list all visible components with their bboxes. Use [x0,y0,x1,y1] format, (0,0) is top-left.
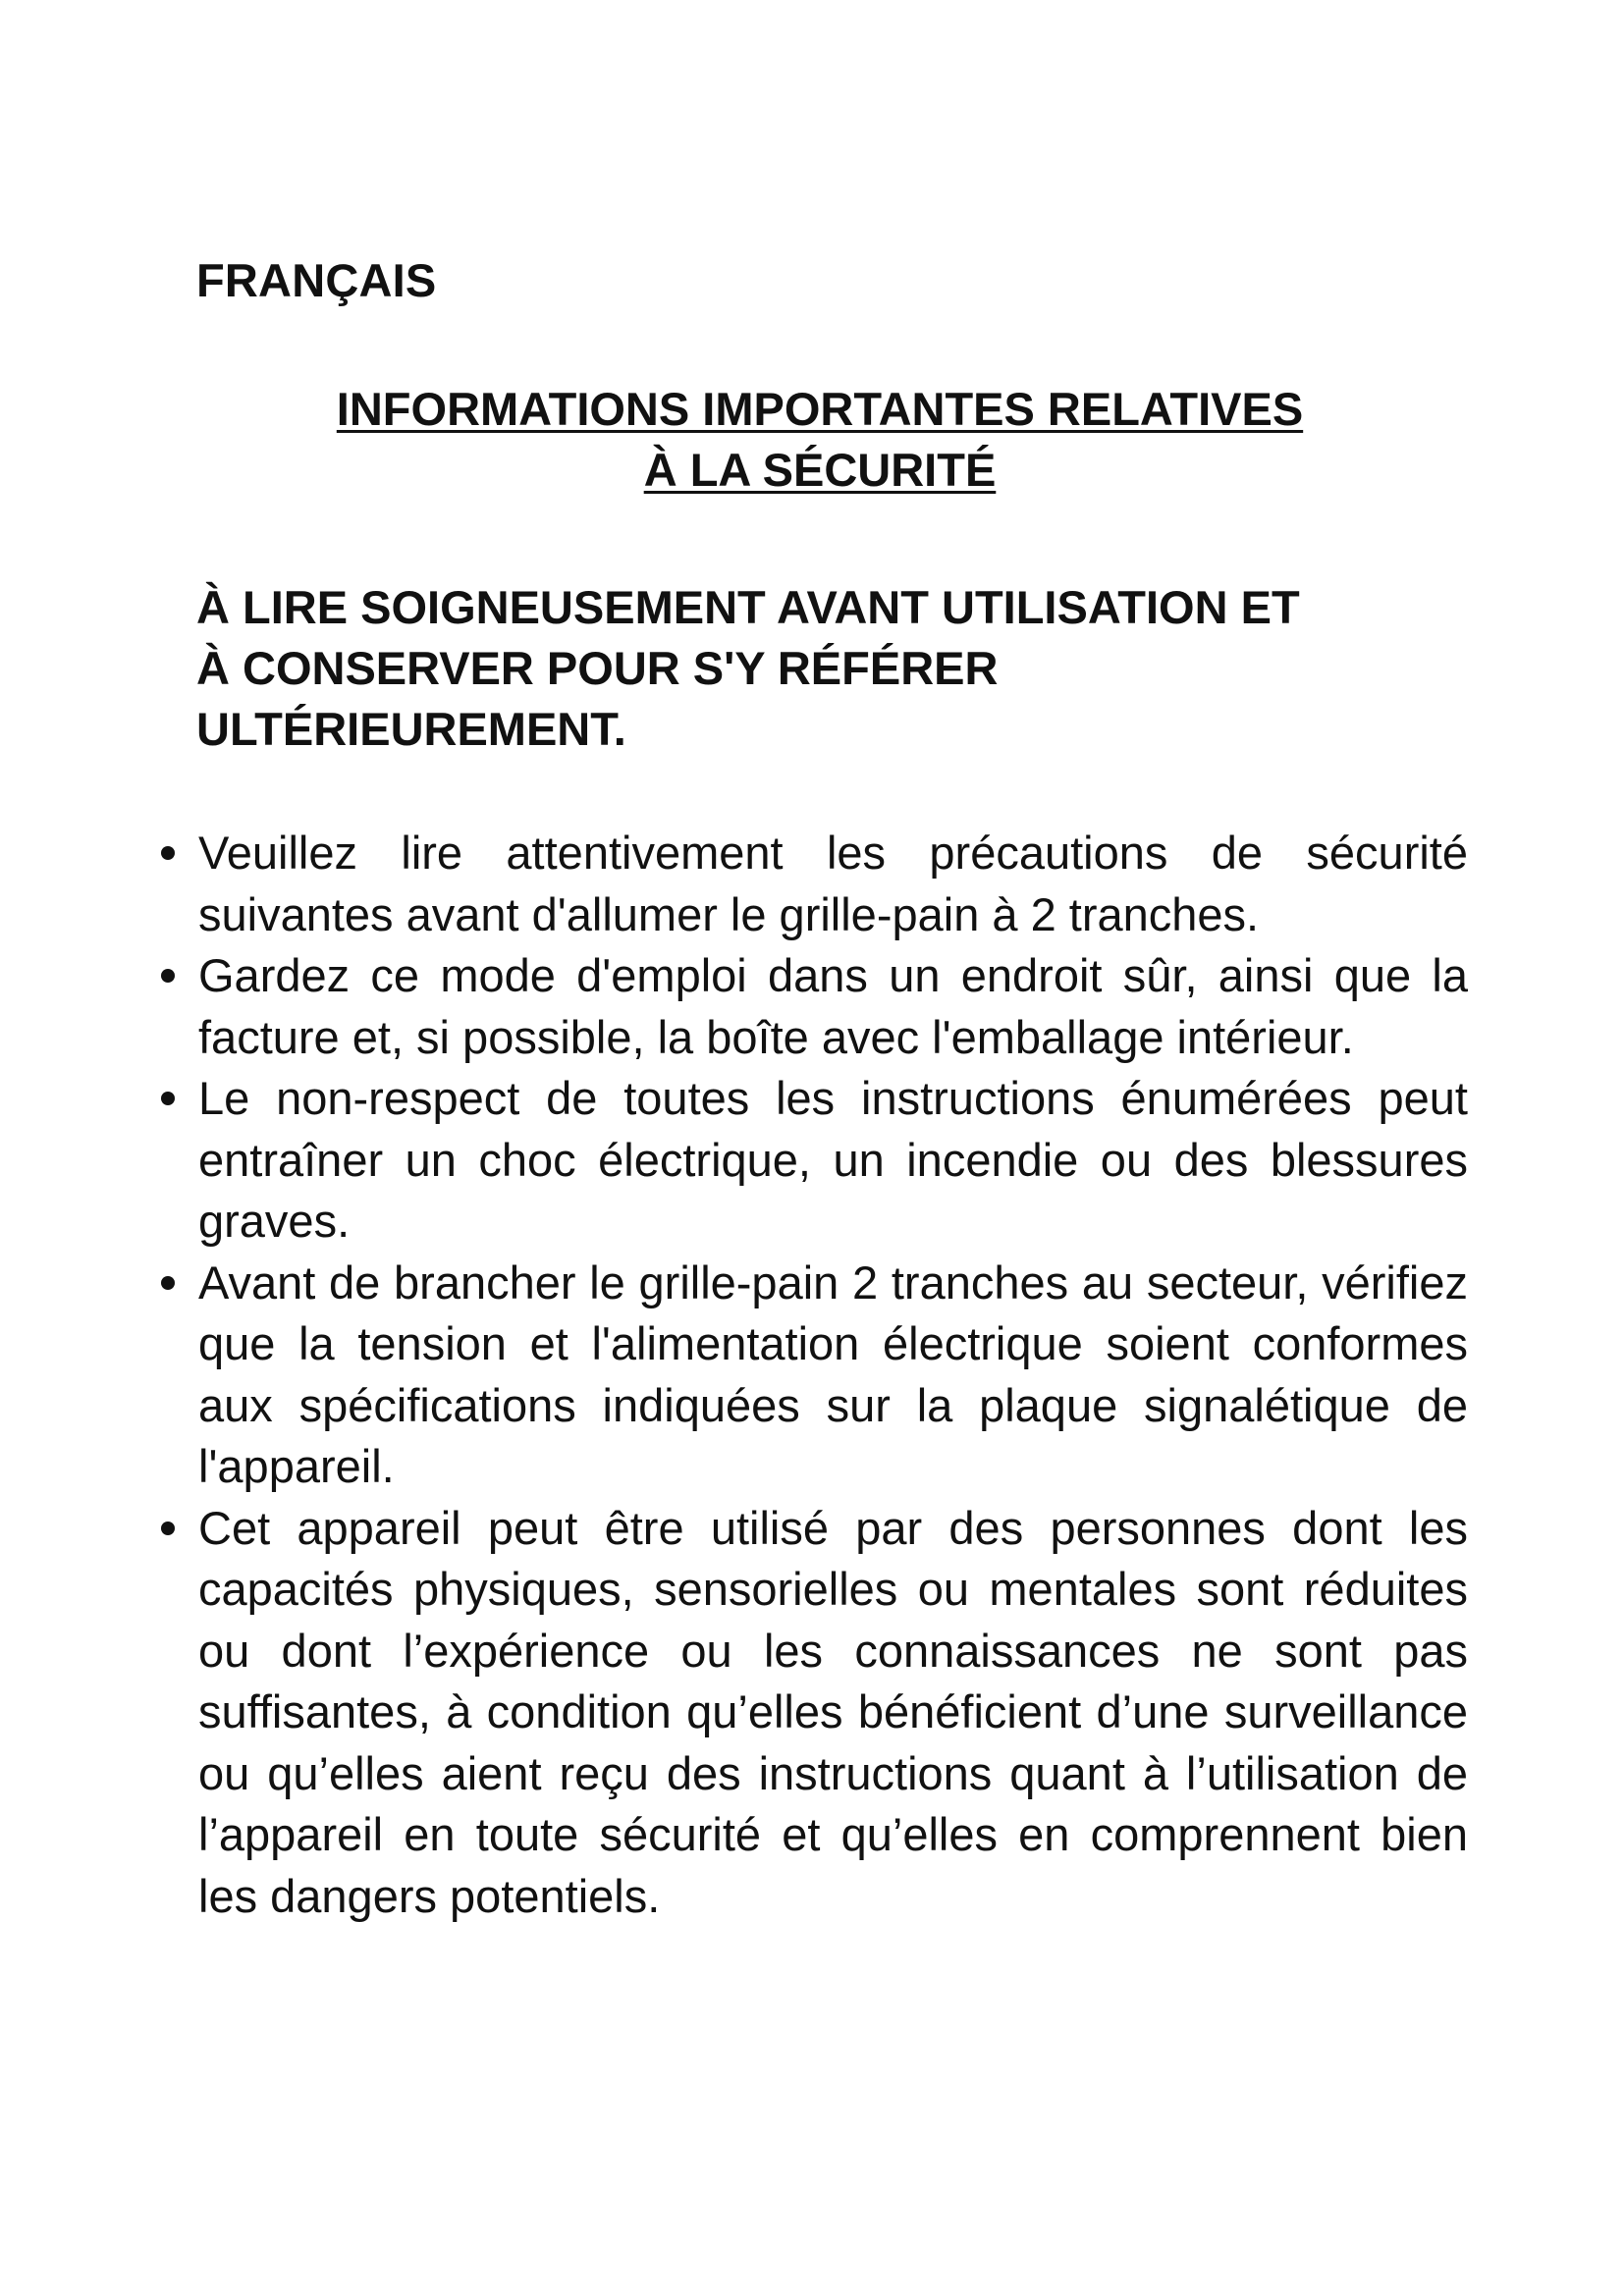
list-item [147,945,1468,1068]
safety-title-line-2: À LA SÉCURITÉ [643,444,997,496]
bullet-icon [161,846,175,860]
safety-title [196,379,1443,501]
bullet-icon [161,1092,175,1105]
list-item [147,823,1468,945]
language-heading: FRANÇAIS [196,254,437,306]
bullet-icon [161,1522,175,1535]
list-item-text: Cet appareil peut être utilisé par des personnes dont les capacités physiques, sensorielles ou mentales sont réduites ou dont l’expérience ou les connaissances ne sont pas suffisantes, à condition qu’elles bénéficient d’une surveillance ou qu’elles aient reçu des instructions quant à l’utilisation de l’appareil en toute sécurité et qu’elles en comprennent bien les dangers potentiels. [198,1501,1468,1922]
list-item [147,1068,1468,1253]
list-item [147,1253,1468,1498]
notice-line-2: À CONSERVER POUR S'Y RÉFÉRER [196,642,999,694]
notice-line-3: ULTÉRIEUREMENT. [196,703,626,755]
list-item-text: Avant de brancher le grille-pain 2 tranches au secteur, vérifiez que la tension et l'alimentation électrique soient conformes aux spécifications indiquées sur la plaque signalétique de l'appareil. [198,1255,1468,1492]
read-carefully-notice [196,577,1473,760]
list-item-text: Gardez ce mode d'emploi dans un endroit sûr, ainsi que la facture et, si possible, la boîte avec l'emballage intérieur. [198,949,1468,1063]
safety-instructions-list [147,823,1468,1927]
list-item-text: Le non-respect de toutes les instructions énumérées peut entraîner un choc électrique, un incendie ou des blessures graves. [198,1072,1468,1247]
safety-title-line-1: INFORMATIONS IMPORTANTES RELATIVES [336,383,1304,435]
list-item-text: Veuillez lire attentivement les précautions de sécurité suivantes avant d'allumer le grille-pain à 2 tranches. [198,827,1468,940]
bullet-icon [161,969,175,983]
bullet-icon [161,1276,175,1290]
notice-line-1: À LIRE SOIGNEUSEMENT AVANT UTILISATION ET [196,581,1300,633]
list-item [147,1498,1468,1928]
